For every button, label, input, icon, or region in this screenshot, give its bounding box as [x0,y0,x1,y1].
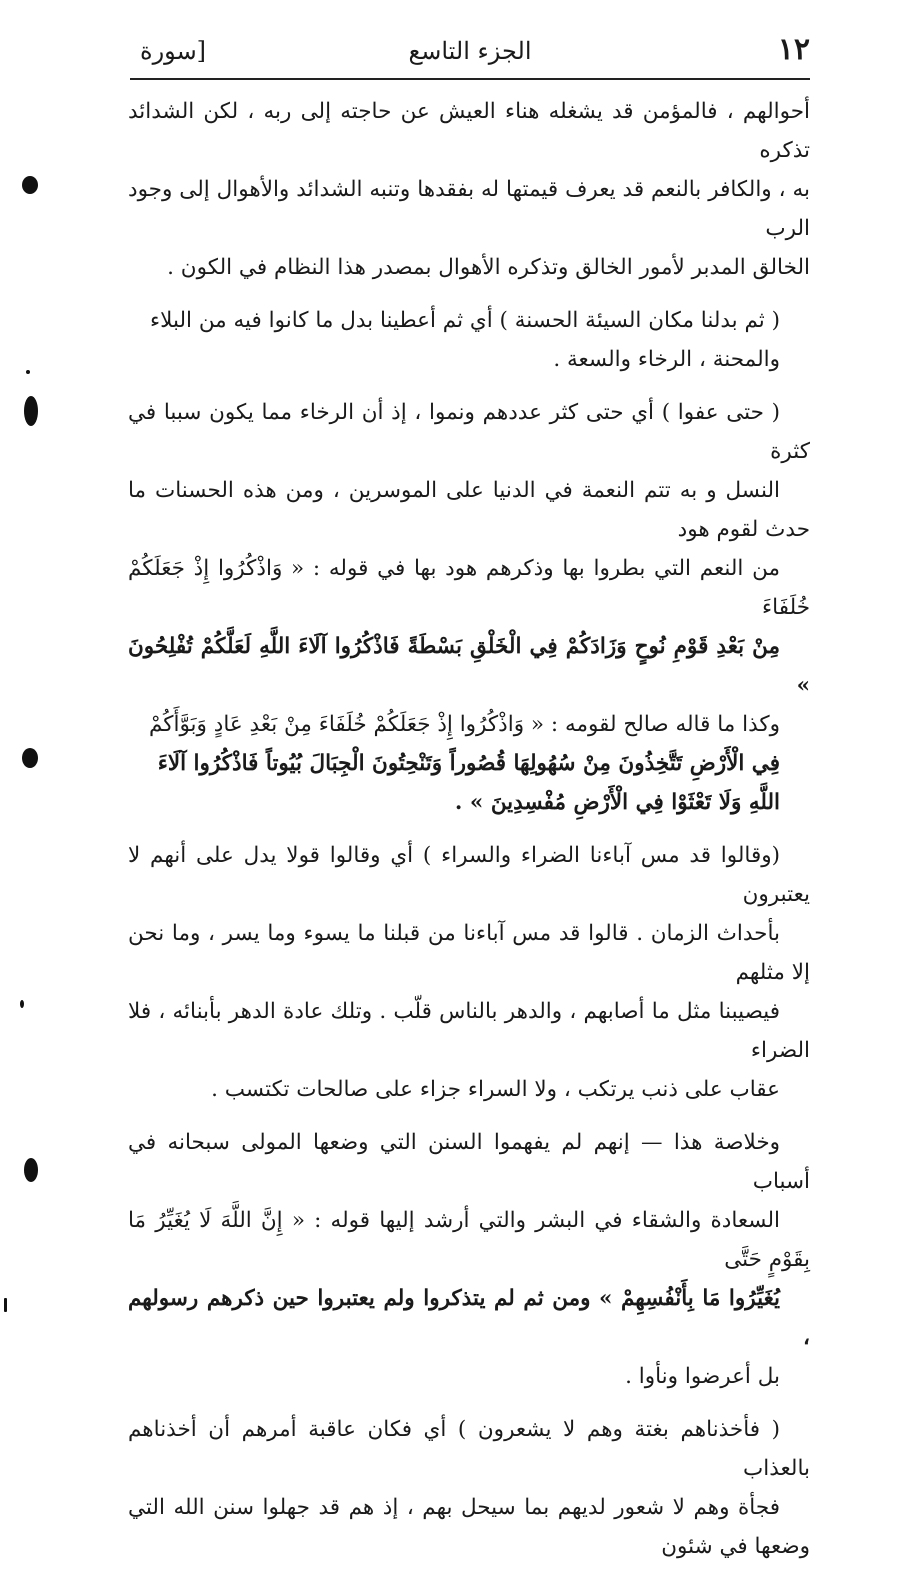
body-text [128,92,810,1580]
paragraph-3 [128,393,810,822]
text-line: من النعم التي بطروا بها وذكرهم هود بها في قوله : « وَاذْكُرُوا إِذْ جَعَلَكُمْ خُلَفَاءَ [128,556,810,620]
text-line: بل أعرضوا ونأوا . [625,1364,780,1389]
scan-smudge [4,1298,7,1312]
text-line: ( فأخذناهم بغتة وهم لا يشعرون ) أي فكان عاقبة أمرهم أن أخذناهم بالعذاب [128,1417,810,1481]
paragraph-2 [128,301,810,379]
text-line: النسل و به تتم النعمة في الدنيا على الموسرين ، ومن هذه الحسنات ما حدث لقوم هود [128,478,810,542]
scan-smudge [22,176,38,194]
paragraph-1 [128,92,810,287]
quran-verse-line: اللَّهِ وَلَا تَعْثَوْا فِي الْأَرْضِ مُفْسِدِينَ » . [454,790,780,815]
page-header [130,30,810,74]
text-line: فجأة وهم لا شعور لديهم بما سيحل بهم ، إذ هم قد جهلوا سنن الله التي وضعها في شئون [128,1495,810,1559]
scan-smudge [26,370,30,374]
text-line: السعادة والشقاء في البشر والتي أرشد إليها قوله : « إِنَّ اللَّهَ لَا يُغَيِّرُ مَا بِقَوْمٍ حَتَّى [128,1208,810,1272]
scan-smudge [22,748,38,768]
text-line: به ، والكافر بالنعم قد يعرف قيمتها له بفقدها وتنبه الشدائد والأهوال إلى وجود الرب [128,177,810,241]
surah-label: [سورة [140,37,207,65]
text-line: بأحداث الزمان . قالوا قد مس آباءنا من قبلنا ما يسوء وما يسر ، وما نحن إلا مثلهم [128,921,810,985]
scan-smudge [24,396,38,426]
quran-verse-line: يُغَيِّرُوا مَا بِأَنْفُسِهِمْ » ومن ثم لم يتذكروا ولم يعتبروا حين ذكرهم رسولهم ، [128,1286,810,1350]
scan-smudge [24,1158,38,1182]
text-line: فيصيبنا مثل ما أصابهم ، والدهر بالناس قلّب . وتلك عادة الدهر بأبنائه ، فلا الضراء [128,999,810,1063]
text-line: وكذا ما قاله صالح لقومه : « وَاذْكُرُوا إِذْ جَعَلَكُمْ خُلَفَاءَ مِنْ بَعْدِ عَادٍ وَبَوَّأَكُمْ [148,712,780,737]
scan-smudge [20,1000,24,1008]
paragraph-5 [128,1123,810,1396]
text-line: والمحنة ، الرخاء والسعة . [553,347,780,372]
text-line: وخلاصة هذا — إنهم لم يفهموا السنن التي وضعها المولى سبحانه في أسباب [128,1130,810,1194]
part-title: الجزء التاسع [408,37,532,65]
text-line: ( ثم بدلنا مكان السيئة الحسنة ) أي ثم أعطينا بدل ما كانوا فيه من البلاء [150,308,780,333]
quran-verse-line: مِنْ بَعْدِ قَوْمِ نُوحٍ وَزَادَكُمْ فِي الْخَلْقِ بَسْطَةً فَاذْكُرُوا آلَاءَ اللَّهِ لَعَلَّكُمْ تُفْلِحُونَ » [128,634,810,698]
paragraph-4 [128,836,810,1109]
text-line: عقاب على ذنب يرتكب ، ولا السراء جزاء على صالحات تكتسب . [211,1077,780,1102]
text-line: الخالق المدبر لأمور الخالق وتذكره الأهوال بمصدر هذا النظام في الكون . [167,255,810,280]
quran-verse-line: فِي الْأَرْضِ تَتَّخِذُونَ مِنْ سُهُولِهَا قُصُوراً وَتَنْحِتُونَ الْجِبَالَ بُيُوتاً فَاذْكُرُوا آلَاءَ [157,751,780,776]
page-number: ١٢ [777,32,810,67]
text-line: ( حتى عفوا ) أي حتى كثر عددهم ونموا ، إذ أن الرخاء مما يكون سببا في كثرة [128,400,810,464]
header-divider [130,78,810,80]
text-line: أحوالهم ، فالمؤمن قد يشغله هناء العيش عن حاجته إلى ربه ، لكن الشدائد تذكره [128,99,810,163]
paragraph-6 [128,1410,810,1566]
text-line: (وقالوا قد مس آباءنا الضراء والسراء ) أي وقالوا قولا يدل على أنهم لا يعتبرون [128,843,810,907]
